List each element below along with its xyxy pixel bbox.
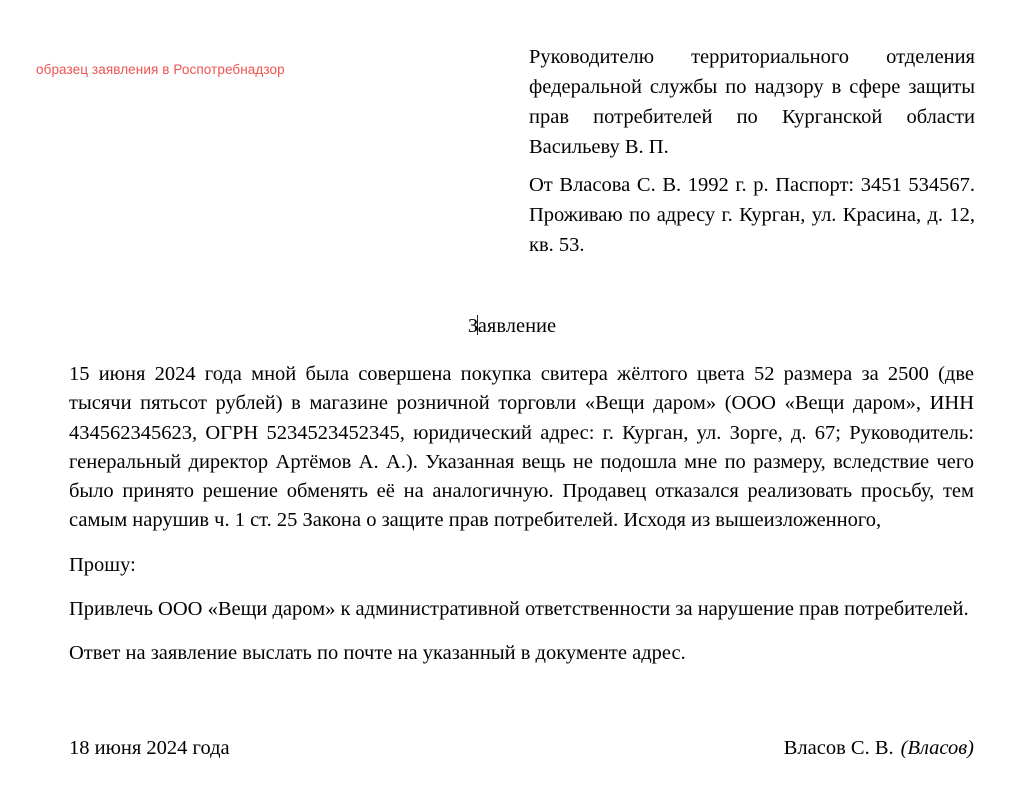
sample-watermark-caption: образец заявления в Роспотребнадзор <box>36 62 285 77</box>
signature-row <box>69 734 974 762</box>
document-body <box>69 360 974 669</box>
signature-block <box>784 734 974 762</box>
request-heading: Прошу: <box>69 553 136 576</box>
body-paragraph: Ответ на заявление выслать по почте на указанный в документе адрес. <box>69 642 686 665</box>
document-title-after-caret: аявление <box>477 315 557 337</box>
addressee-block: Руководителю территориального отделения федеральной службы по надзору в сфере защиты прав потребителей по Курганской области Васильеву В. П. <box>529 46 975 158</box>
signer-name: Власов С. В. <box>783 737 894 759</box>
applicant-block: От Власова С. В. 1992 г. р. Паспорт: 3451 534567. Проживаю по адресу г. Курган, ул. Красина, д. 12, кв. 53. <box>529 174 975 256</box>
body-paragraph: Привлечь ООО «Вещи даром» к административной ответственности за нарушение прав потребителей. <box>69 598 969 621</box>
document-date: 18 июня 2024 года <box>69 737 230 759</box>
document-title <box>0 312 1024 340</box>
document-title-before-caret: З <box>467 315 479 337</box>
signer-name-decoded: (Власов) <box>900 737 974 759</box>
body-paragraph: 15 июня 2024 года мной была совершена покупка свитера жёлтого цвета 52 размера за 2500 (две тысячи пятьсот рублей) в магазине розничной торговли «Вещи даром» (ООО «Вещи даром», ИНН 434562345623, ОГРН 5234523452345, юридический адрес: г. Курган, ул. Зорге, д. 67; Руководитель: генеральный директор Артёмов А. А.). Указанная вещь не подошла мне по размеру, вследствие чего было принято решение обменять её на аналогичную. Продавец отказался реализовать просьбу, тем самым нарушив ч. 1 ст. 25 Закона о защите прав потребителей. Исходя из вышеизложенного, <box>69 363 974 532</box>
